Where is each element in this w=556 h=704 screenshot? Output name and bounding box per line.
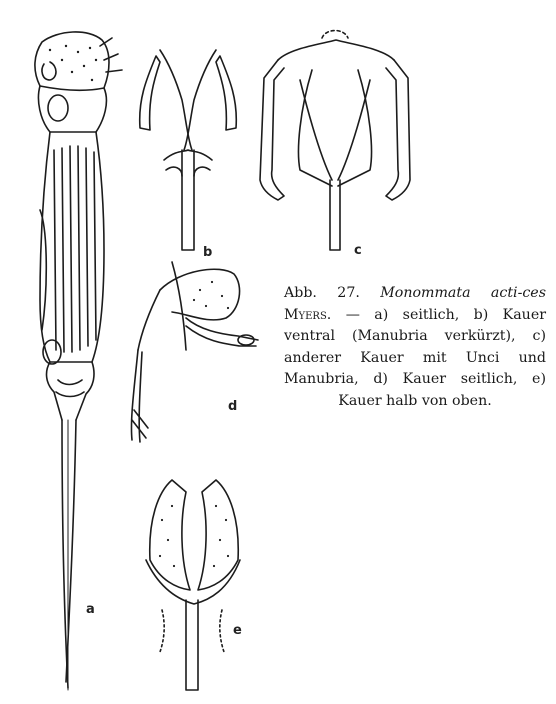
caption-text: — a) seitlich, b) Kauer ventral (Manubria verkürzt), c) anderer Kauer mit Unci und Manubria, d) Kauer seitlich, e) Kauer halb von oben. — [284, 306, 547, 409]
label-e: e — [233, 623, 242, 638]
drawing-c-trophi-unci-manubria — [260, 31, 410, 251]
label-a: a — [86, 602, 95, 617]
drawing-d-trophi-lateral — [131, 262, 258, 442]
stipple-dots — [49, 45, 229, 567]
caption-species: Monommata acti-ces — [380, 285, 546, 301]
drawing-b-trophi-ventral — [140, 50, 237, 250]
figure-caption — [284, 283, 546, 412]
label-c: c — [354, 243, 362, 258]
caption-prefix: Abb. 27. — [284, 285, 360, 301]
drawing-a-whole-animal — [35, 32, 122, 690]
drawing-e-trophi-above — [146, 480, 240, 690]
label-b: b — [203, 245, 213, 260]
caption-author: Myers. — [284, 306, 332, 323]
label-d: d — [228, 399, 238, 414]
